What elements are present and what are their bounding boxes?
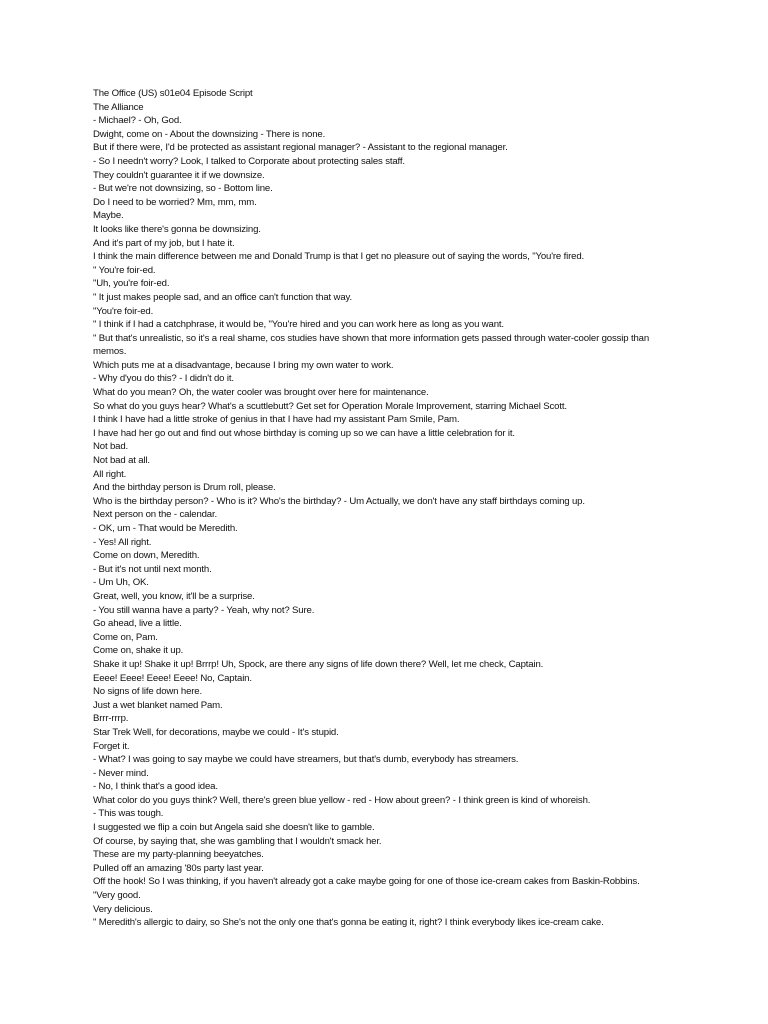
script-line: Come on, Pam. [93, 631, 158, 643]
script-line: " It just makes people sad, and an office can't function that way. [93, 291, 352, 303]
script-line: "Very good. [93, 890, 141, 902]
script-line: - You still wanna have a party? - Yeah, why not? Sure. [93, 604, 315, 616]
script-line: I have had her go out and find out whose birthday is coming up so we can have a little celebration for it. [93, 427, 515, 439]
script-line: Maybe. [93, 210, 124, 222]
script-line: - Never mind. [93, 767, 149, 779]
script-line: These are my party-planning beeyatches. [93, 849, 264, 861]
script-line: What color do you guys think? Well, there's green blue yellow - red - How about green? - I think green is kind of whoreish. [93, 794, 591, 806]
script-line: "You're foir-ed. [93, 305, 154, 317]
script-lines [93, 114, 673, 930]
script-line: - No, I think that's a good idea. [93, 781, 218, 793]
script-line: Pulled off an amazing '80s party last year. [93, 862, 264, 874]
script-line: - Yes! All right. [93, 536, 152, 548]
script-line: - Um Uh, OK. [93, 577, 149, 589]
script-line: Who is the birthday person? - Who is it? Who's the birthday? - Um Actually, we don't have any staff birthdays coming up. [93, 495, 585, 507]
script-line: But if there were, I'd be protected as assistant regional manager? - Assistant to the regional manager. [93, 142, 508, 154]
script-line: All right. [93, 468, 127, 480]
script-line: And the birthday person is Drum roll, please. [93, 482, 276, 494]
script-line: " Meredith's allergic to dairy, so She's not the only one that's gonna be eating it, right? I think everybody likes ice-cream cake. [93, 917, 604, 929]
document-title: The Office (US) s01e04 Episode Script [93, 88, 253, 99]
script-line: Come on down, Meredith. [93, 550, 200, 562]
script-line: I think I have had a little stroke of genius in that I have had my assistant Pam Smile, Pam. [93, 414, 460, 426]
script-line: - OK, um - That would be Meredith. [93, 523, 238, 534]
script-line: No signs of life down here. [93, 686, 203, 698]
script-line: - This was tough. [93, 808, 164, 820]
script-line: So what do you guys hear? What's a scuttlebutt? Get set for Operation Morale Improvement, starring Michael Scott. [93, 400, 567, 412]
script-line: Just a wet blanket named Pam. [93, 699, 223, 711]
script-line: " But that's unrealistic, so it's a real shame, cos studies have shown that more information gets passed through water-cooler gossip than memos. [93, 332, 650, 358]
script-line: " I think if I had a catchphrase, it would be, "You're hired and you can work here as long as you want. [93, 319, 504, 331]
script-line: I suggested we flip a coin but Angela said she doesn't like to gamble. [93, 822, 375, 834]
script-line: Brrr-rrrp. [93, 713, 129, 725]
script-line: What do you mean? Oh, the water cooler was brought over here for maintenance. [93, 387, 429, 399]
script-line: I think the main difference between me and Donald Trump is that I get no pleasure out of saying the words, "You're fired. [93, 251, 585, 263]
script-line: Eeee! Eeee! Eeee! Eeee! No, Captain. [93, 672, 252, 684]
script-page [93, 87, 673, 930]
script-line: And it's part of my job, but I hate it. [93, 237, 235, 249]
script-line: Star Trek Well, for decorations, maybe we could - It's stupid. [93, 726, 339, 738]
script-line: - Why d'you do this? - I didn't do it. [93, 373, 234, 385]
script-line: - But it's not until next month. [93, 563, 212, 575]
script-line: Go ahead, live a little. [93, 618, 182, 630]
script-line: Of course, by saying that, she was gambling that I wouldn't smack her. [93, 835, 382, 847]
script-line: - But we're not downsizing, so - Bottom line. [93, 183, 273, 195]
script-line: Come on, shake it up. [93, 645, 184, 657]
script-line: Forget it. [93, 740, 130, 752]
script-line: - What? I was going to say maybe we could have streamers, but that's dumb, everybody has streamers. [93, 754, 519, 766]
script-line: Not bad. [93, 441, 129, 453]
script-line: Off the hook! So I was thinking, if you haven't already got a cake maybe going for one of those ice-cream cakes from Baskin-Robbins. [93, 876, 640, 888]
script-line: Dwight, come on - About the downsizing - There is none. [93, 128, 326, 140]
script-line: Shake it up! Shake it up! Brrrp! Uh, Spock, are there any signs of life down there? Well, let me check, Captain. [93, 658, 544, 670]
script-line: Which puts me at a disadvantage, because I bring my own water to work. [93, 359, 394, 371]
script-line: It looks like there's gonna be downsizing. [93, 223, 261, 235]
script-line: Next person on the - calendar. [93, 509, 218, 521]
script-line: "Uh, you're foir-ed. [93, 278, 170, 290]
script-line: Very delicious. [93, 903, 153, 915]
script-line: They couldn't guarantee it if we downsize. [93, 169, 265, 181]
script-line: " You're foir-ed. [93, 264, 156, 276]
script-line: - Michael? - Oh, God. [93, 115, 182, 127]
script-line: Great, well, you know, it'll be a surprise. [93, 590, 255, 602]
script-line: Not bad at all. [93, 455, 150, 467]
episode-title: The Alliance [93, 101, 144, 113]
script-line: - So I needn't worry? Look, I talked to Corporate about protecting sales staff. [93, 155, 405, 167]
script-line: Do I need to be worried? Mm, mm, mm. [93, 196, 257, 208]
